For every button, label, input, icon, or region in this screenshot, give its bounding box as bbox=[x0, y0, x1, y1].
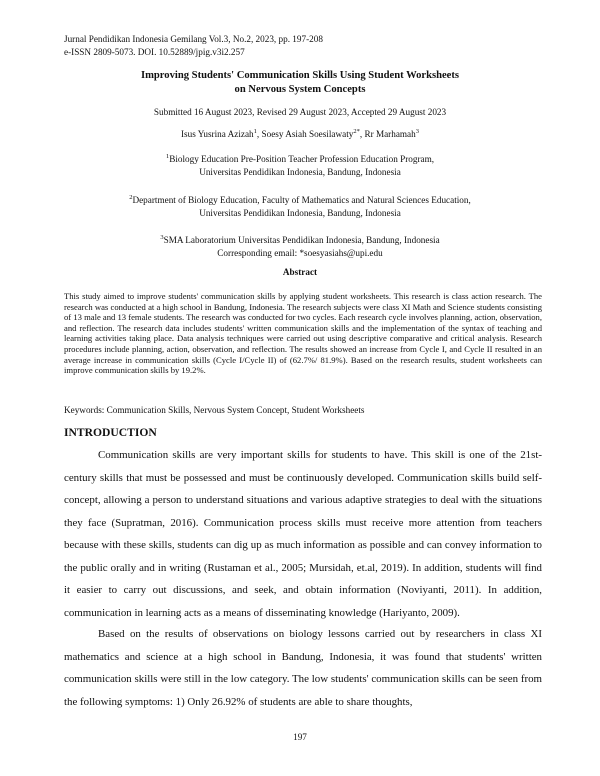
author-1-sup: 1 bbox=[253, 127, 257, 135]
submission-dates: Submitted 16 August 2023, Revised 29 August 2023, Accepted 29 August 2023 bbox=[153, 107, 447, 117]
abstract-text: This study aimed to improve students' communication skills by applying student worksheets. This research is class action research. The research was conducted at a high school in Bandung, Indonesia. The research subjects were class XI Math and Science students consisting of 13 male and 13 female students. The research was conducted for two cycles. Each research cycle involves planning, action, observation, and reflection. The research data includes students' written communication skills and the implementation of the syntax of teaching and learning activities taking place. Data analysis techniques were carried out using descriptive comparative and critical analysis. Research procedures include planning, action, observation, and reflection. The results showed an increase from Cycle I, and Cycle II resulted in an average increase in communication skills (Cycle I/Cycle II) of (62.7%/ 81.9%). Based on the research results, student worksheets can improve communication skills by 19.2%. bbox=[64, 291, 542, 376]
author-sep: , bbox=[256, 129, 262, 139]
author-3-sup: 3 bbox=[415, 127, 419, 135]
author-sep: , bbox=[359, 129, 365, 139]
introduction-heading: INTRODUCTION bbox=[64, 426, 157, 439]
affiliation-2-line-1: Department of Biology Education, Faculty of Mathematics and Natural Sciences Education, bbox=[132, 195, 471, 205]
affiliation-1 bbox=[0, 153, 600, 179]
author-1: Isus Yusrina Azizah bbox=[181, 129, 254, 139]
corresponding-email: Corresponding email: *soesyasiahs@upi.edu bbox=[217, 248, 383, 258]
abstract-heading: Abstract bbox=[282, 267, 318, 277]
title-line-2: on Nervous System Concepts bbox=[234, 84, 366, 95]
affiliation-3-sup: 3 bbox=[160, 233, 164, 241]
keywords: Keywords: Communication Skills, Nervous System Concept, Student Worksheets bbox=[64, 405, 365, 415]
journal-header bbox=[64, 33, 323, 59]
affiliation-1-line-2: Universitas Pendidikan Indonesia, Bandung, Indonesia bbox=[199, 167, 401, 177]
author-list bbox=[0, 128, 600, 141]
journal-citation: Jurnal Pendidikan Indonesia Gemilang Vol.3, No.2, 2023, pp. 197-208 bbox=[64, 34, 323, 44]
affiliation-3-line-1: SMA Laboratorium Universitas Pendidikan Indonesia, Bandung, Indonesia bbox=[163, 235, 440, 245]
author-2-sup: 2* bbox=[353, 127, 360, 135]
affiliation-3 bbox=[0, 234, 600, 260]
page-number: 197 bbox=[293, 732, 307, 742]
affiliation-1-sup: 1 bbox=[165, 152, 170, 160]
affiliation-2-line-2: Universitas Pendidikan Indonesia, Bandung, Indonesia bbox=[199, 208, 401, 218]
affiliation-2 bbox=[0, 194, 600, 220]
introduction-paragraph-2: Based on the results of observations on biology lessons carried out by researchers in class XI mathematics and science at a high school in Bandung, Indonesia, it was found that students' written communication skills were still in the low category. The low students' communication skills can be seen from the following symptoms: 1) Only 26.92% of students are able to share thoughts, bbox=[64, 628, 542, 708]
paper-title bbox=[0, 69, 600, 97]
title-line-1: Improving Students' Communication Skills Using Student Worksheets bbox=[140, 70, 460, 81]
journal-issn-doi: e-ISSN 2809-5073. DOI. 10.52889/jpig.v3i2.257 bbox=[64, 47, 245, 57]
author-3: Rr Marhamah bbox=[364, 129, 416, 139]
author-2: Soesy Asiah Soesilawaty bbox=[261, 129, 354, 139]
affiliation-2-sup: 2 bbox=[129, 193, 133, 201]
affiliation-1-line-1: Biology Education Pre-Position Teacher Profession Education Program, bbox=[169, 154, 435, 164]
introduction-paragraph-1: Communication skills are very important skills for students to have. This skill is one of the 21st-century skills that must be possessed and must be continuously developed. Communication skills build self-concept, allowing a person to understand situations and various adaptive strategies to deal with the situations they face (Supratman, 2016). Communication process skills must receive more attention from teachers because with these skills, students can dig up as much information as possible and can convey information to the public orally and in writing (Rustaman et al., 2005; Mursidah, et.al, 2019). In addition, students will find it easier to carry out discussions, and seek, and obtain information (Noviyanti, 2011). In addition, communication in learning acts as a means of disseminating knowledge (Hariyanto, 2009). bbox=[64, 449, 542, 619]
